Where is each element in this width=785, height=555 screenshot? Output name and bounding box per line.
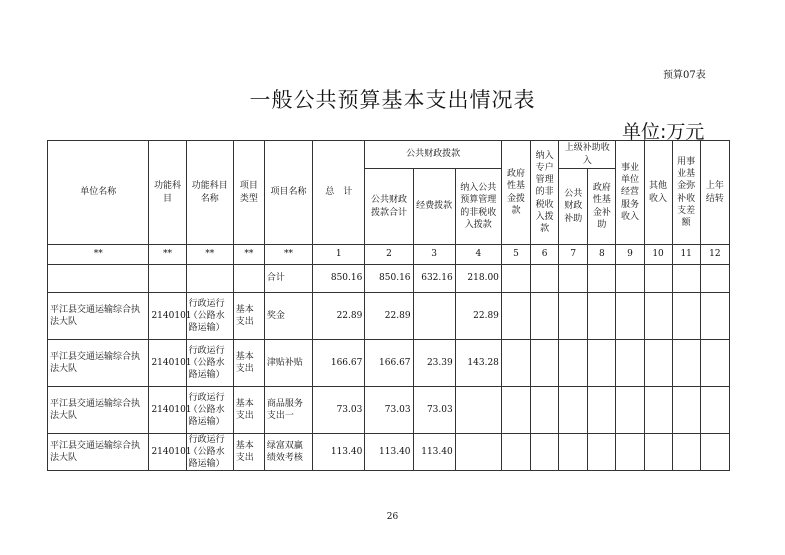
row-total: 166.67 [313, 340, 365, 387]
header-gov-fund: 政府性基金拨款 [501, 141, 530, 245]
header-carryover: 上年结转 [700, 141, 729, 245]
table-row [48, 340, 730, 387]
index-cell: 2 [365, 245, 413, 265]
index-cell: 12 [700, 245, 729, 265]
total-nontax: 218.00 [455, 265, 501, 293]
row-funding: 73.03 [413, 387, 455, 434]
header-pf-total: 公共财政拨款合计 [365, 169, 413, 245]
index-cell: 5 [501, 245, 530, 265]
row-code: 2140101 [149, 387, 186, 434]
total-row [48, 265, 730, 293]
row-func: 行政运行（公路水路运输） [186, 340, 233, 387]
row-pf-total: 113.40 [365, 434, 413, 471]
index-cell: 4 [455, 245, 501, 265]
row-funding: 113.40 [413, 434, 455, 471]
total-funding: 632.16 [413, 265, 455, 293]
total-pf-total: 850.16 [365, 265, 413, 293]
row-name: 商品服务支出一 [264, 387, 312, 434]
index-cell: 8 [588, 245, 616, 265]
row-type: 基本支出 [233, 340, 264, 387]
index-cell: 10 [644, 245, 672, 265]
row-nontax [455, 434, 501, 471]
index-cell: ** [149, 245, 186, 265]
row-func: 行政运行（公路水路运输） [186, 434, 233, 471]
index-row [48, 245, 730, 265]
header-unit-name: 单位名称 [48, 141, 149, 245]
header-sup-public: 公共财政补助 [559, 169, 588, 245]
header-item-name: 项目名称 [264, 141, 312, 245]
header-func-code: 功能科目 [149, 141, 186, 245]
index-cell: ** [233, 245, 264, 265]
index-cell: ** [264, 245, 312, 265]
row-func: 行政运行（公路水路运输） [186, 387, 233, 434]
row-unit: 平江县交通运输综合执法大队 [48, 387, 149, 434]
header-other: 其他收入 [644, 141, 672, 245]
row-name: 绿富双赢绩效考核 [264, 434, 312, 471]
header-superior: 上级补助收入 [559, 141, 616, 169]
form-code: 预算07表 [663, 70, 706, 81]
row-pf-total: 73.03 [365, 387, 413, 434]
row-name: 奖金 [264, 293, 312, 340]
total-label: 合计 [264, 265, 312, 293]
total-total: 850.16 [313, 265, 365, 293]
row-pf-total: 166.67 [365, 340, 413, 387]
header-item-type: 项目类型 [233, 141, 264, 245]
header-sup-gov: 政府性基金补助 [588, 169, 616, 245]
budget-table [47, 140, 730, 471]
index-cell: ** [186, 245, 233, 265]
row-type: 基本支出 [233, 293, 264, 340]
row-funding: 23.39 [413, 340, 455, 387]
row-type: 基本支出 [233, 434, 264, 471]
row-unit: 平江县交通运输综合执法大队 [48, 293, 149, 340]
page-title: 一般公共预算基本支出情况表 [249, 88, 536, 112]
index-cell: 6 [531, 245, 559, 265]
index-cell: 1 [313, 245, 365, 265]
header-pf-funding: 经费拨款 [413, 169, 455, 245]
row-func: 行政运行（公路水路运输） [186, 293, 233, 340]
row-unit: 平江县交通运输综合执法大队 [48, 340, 149, 387]
row-code: 2140101 [149, 293, 186, 340]
row-total: 73.03 [313, 387, 365, 434]
table-row [48, 293, 730, 340]
table-row [48, 387, 730, 434]
unit-label: 单位:万元 [622, 121, 705, 143]
header-row-1 [48, 141, 730, 169]
row-nontax: 22.89 [455, 293, 501, 340]
row-nontax [455, 387, 501, 434]
row-unit: 平江县交通运输综合执法大队 [48, 434, 149, 471]
row-code: 2140101 [149, 340, 186, 387]
row-funding [413, 293, 455, 340]
header-business: 事业单位经营服务收入 [616, 141, 644, 245]
row-pf-total: 22.89 [365, 293, 413, 340]
row-nontax: 143.28 [455, 340, 501, 387]
header-special-nontax: 纳入专户管理的非税收入拨款 [531, 141, 559, 245]
header-func-name: 功能科目名称 [186, 141, 233, 245]
row-name: 津贴补贴 [264, 340, 312, 387]
row-total: 113.40 [313, 434, 365, 471]
table-row [48, 434, 730, 471]
row-total: 22.89 [313, 293, 365, 340]
index-cell: ** [48, 245, 149, 265]
index-cell: 9 [616, 245, 644, 265]
index-cell: 7 [559, 245, 588, 265]
row-code: 2140101 [149, 434, 186, 471]
index-cell: 11 [672, 245, 700, 265]
header-pf-nontax: 纳入公共预算管理的非税收入拨款 [455, 169, 501, 245]
index-cell: 3 [413, 245, 455, 265]
page-number: 26 [386, 512, 399, 522]
header-public-finance: 公共财政拨款 [365, 141, 502, 169]
header-fund-gap: 用事业基金弥补收支差额 [672, 141, 700, 245]
header-total: 总 计 [313, 141, 365, 245]
row-type: 基本支出 [233, 387, 264, 434]
